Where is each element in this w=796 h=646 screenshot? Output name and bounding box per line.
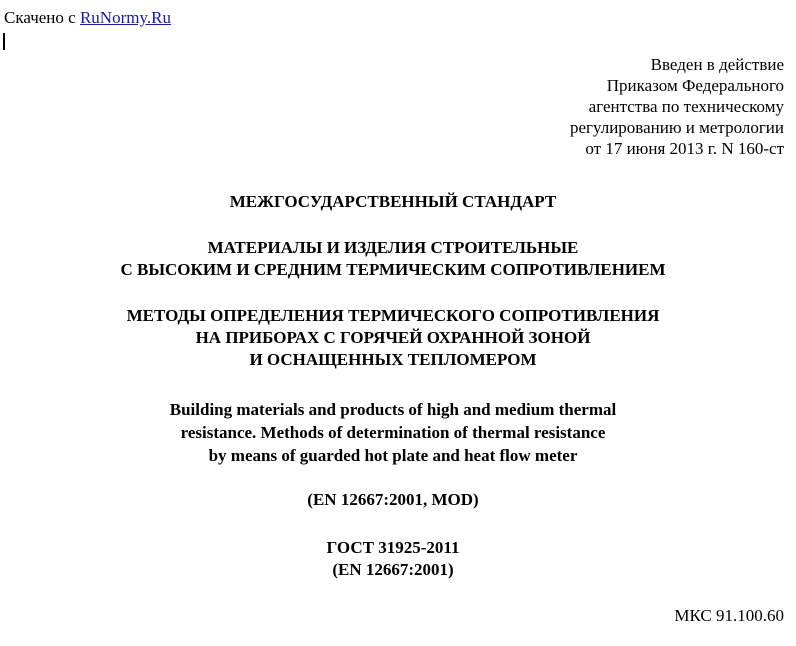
standard-type-heading (0, 191, 786, 213)
source-line (4, 8, 171, 28)
text-cursor (3, 33, 5, 50)
russian-title-line: МАТЕРИАЛЫ И ИЗДЕЛИЯ СТРОИТЕЛЬНЫЕ (207, 238, 579, 257)
en-reference (0, 489, 786, 511)
standard-type: МЕЖГОСУДАРСТВЕННЫЙ СТАНДАРТ (229, 192, 557, 211)
russian-subtitle-line: МЕТОДЫ ОПРЕДЕЛЕНИЯ ТЕРМИЧЕСКОГО СОПРОТИВЛЕНИЯ (126, 306, 660, 325)
decree-line: Приказом Федерального (606, 76, 784, 95)
decree-line: агентства по техническому (588, 97, 784, 116)
gost-number: ГОСТ 31925-2011 (326, 538, 460, 557)
gost-designation (0, 537, 786, 581)
russian-subtitle (0, 305, 786, 371)
decree-block (570, 54, 784, 159)
source-prefix: Скачено с (4, 8, 80, 27)
russian-subtitle-line: НА ПРИБОРАХ С ГОРЯЧЕЙ ОХРАННОЙ ЗОНОЙ (195, 328, 591, 347)
decree-line: Введен в действие (650, 55, 784, 74)
decree-line: от 17 июня 2013 г. N 160-ст (585, 139, 784, 158)
russian-title-line: С ВЫСОКИМ И СРЕДНИМ ТЕРМИЧЕСКИМ СОПРОТИВЛЕНИЕМ (120, 260, 666, 279)
en-reference-text: (EN 12667:2001, MOD) (307, 490, 479, 509)
mks-code: МКС 91.100.60 (674, 606, 784, 625)
english-title-line: by means of guarded hot plate and heat flow meter (208, 446, 578, 465)
english-title-line: Building materials and products of high and medium thermal (169, 400, 617, 419)
english-title (0, 398, 786, 467)
english-title-line: resistance. Methods of determination of thermal resistance (180, 423, 606, 442)
decree-line: регулированию и метрологии (569, 118, 784, 137)
gost-en-equivalent: (EN 12667:2001) (332, 560, 454, 579)
russian-title (0, 237, 786, 281)
russian-subtitle-line: И ОСНАЩЕННЫХ ТЕПЛОМЕРОМ (249, 350, 537, 369)
runormy-link[interactable]: RuNormy.Ru (79, 8, 171, 27)
